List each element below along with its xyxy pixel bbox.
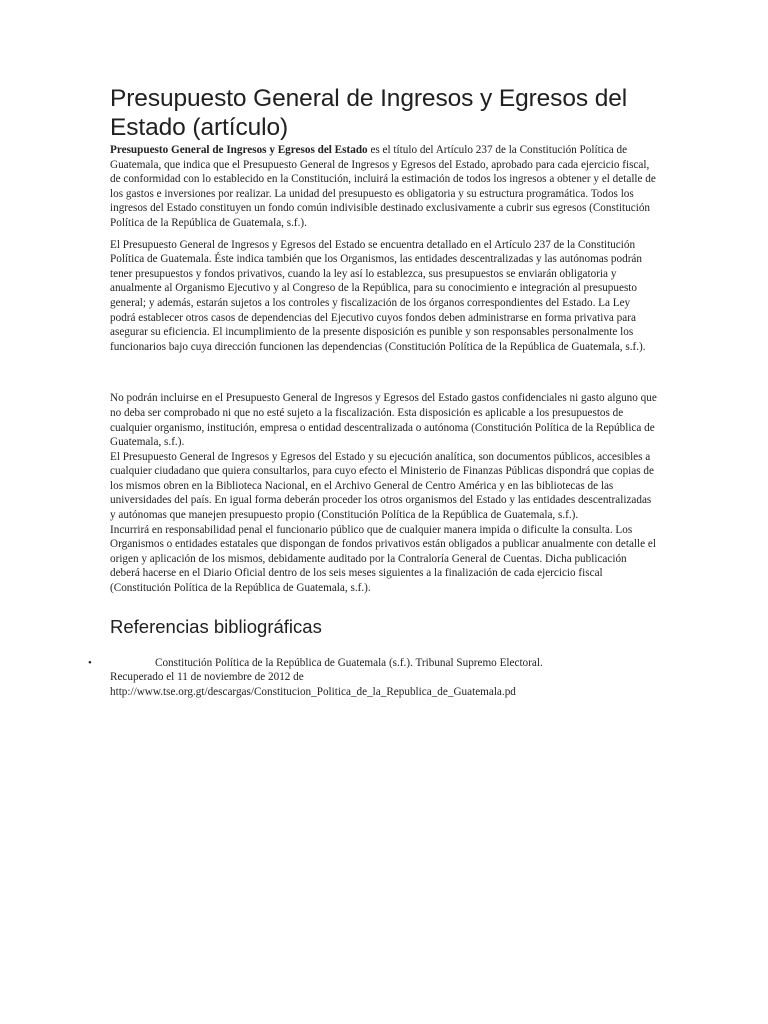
reference-line-1: Constitución Política de la República de Guatemala (s.f.). Tribunal Supremo Electoral.	[155, 656, 543, 669]
document-page	[88, 84, 658, 699]
references-heading: Referencias bibliográficas	[110, 615, 322, 637]
paragraph-article-237: El Presupuesto General de Ingresos y Egresos del Estado se encuentra detallado en el Artículo 237 de la Constitución Política de Guatemala. Éste indica también que los Organismos, las entidades descentralizadas y las autónomas podrán tener presupuestos y fondos privativos, cuando la ley así lo establezca, sus presupuestos se enviarán obligatoria y anualmente al Organismo Ejecutivo y al Congreso de la República, para su conocimiento e integración al presupuesto general; y además, estarán sujetos a los controles y fiscalización de los órganos correspondientes del Estado. La Ley podrá establecer otros casos de dependencias del Ejecutivo cuyos fondos deben administrarse en forma privativa para asegurar su eficiencia. El incumplimiento de la presente disposición es punible y son responsables personalmente los funcionarios bajo cuya dirección funcionen las dependencias (Constitución Política de la República de Guatemala, s.f.).	[110, 238, 646, 353]
intro-lead-term: Presupuesto General de Ingresos y Egresos del Estado	[110, 144, 368, 156]
bullet-icon: •	[88, 656, 92, 669]
reference-url: http://www.tse.org.gt/descargas/Constitucion_Politica_de_la_Republica_de_Guatemala.pd	[110, 685, 516, 698]
paragraph-confidential-expenses: No podrán incluirse en el Presupuesto General de Ingresos y Egresos del Estado gastos confidenciales ni gasto alguno que no deba ser comprobado ni que no esté sujeto a la fiscalización. Esta disposición es aplicable a los presupuestos de cualquier organismo, institución, empresa o entidad descentralizada o autónoma (Constitución Política de la República de Guatemala, s.f.).	[110, 392, 657, 449]
reference-line-2: Recuperado el 11 de noviembre de 2012 de	[110, 671, 304, 684]
reference-item	[88, 656, 658, 700]
article-title: Presupuesto General de Ingresos y Egresos del Estado (artículo)	[110, 85, 628, 141]
paragraph-public-documents: El Presupuesto General de Ingresos y Egresos del Estado y su ejecución analítica, son documentos públicos, accesibles a cualquier ciudadano que quiera consultarlos, para cuyo efecto el Ministerio de Finanzas Públicas dispondrá que copias de los mismos obren en la Biblioteca Nacional, en el Archivo General de Centro América y en las bibliotecas de las universidades del país. En igual forma deberán proceder los otros organismos del Estado y las entidades descentralizadas y autónomas que manejen presupuesto propio (Constitución Política de la República de Guatemala, s.f.).	[110, 450, 654, 522]
references-list	[88, 656, 658, 700]
intro-body: es el título del Artículo 237 de la Constitución Política de Guatemala, que indica que el Presupuesto General de Ingresos y Egresos del Estado, aprobado para cada ejercicio fiscal, de conformidad con lo establecido en la Constitución, incluirá la estimación de todos los ingresos a obtener y el detalle de los gastos e inversiones por realizar. La unidad del presupuesto es obligatoria y su estructura programática. Todos los ingresos del Estado constituyen un fondo común indivisible destinado exclusivamente a cubrir sus egresos (Constitución Política de la República de Guatemala, s.f.).	[110, 144, 656, 229]
paragraph-penal-responsibility: Incurrirá en responsabilidad penal el funcionario público que de cualquier manera impida o dificulte la consulta. Los Organismos o entidades estatales que dispongan de fondos privativos están obligados a publicar anualmente con detalle el origen y aplicación de los mismos, debidamente auditado por la Contraloría General de Cuentas. Dicha publicación deberá hacerse en el Diario Oficial dentro de los seis meses siguientes a la finalización de cada ejercicio fiscal (Constitución Política de la República de Guatemala, s.f.).	[110, 523, 656, 595]
paragraph-intro	[110, 143, 658, 231]
